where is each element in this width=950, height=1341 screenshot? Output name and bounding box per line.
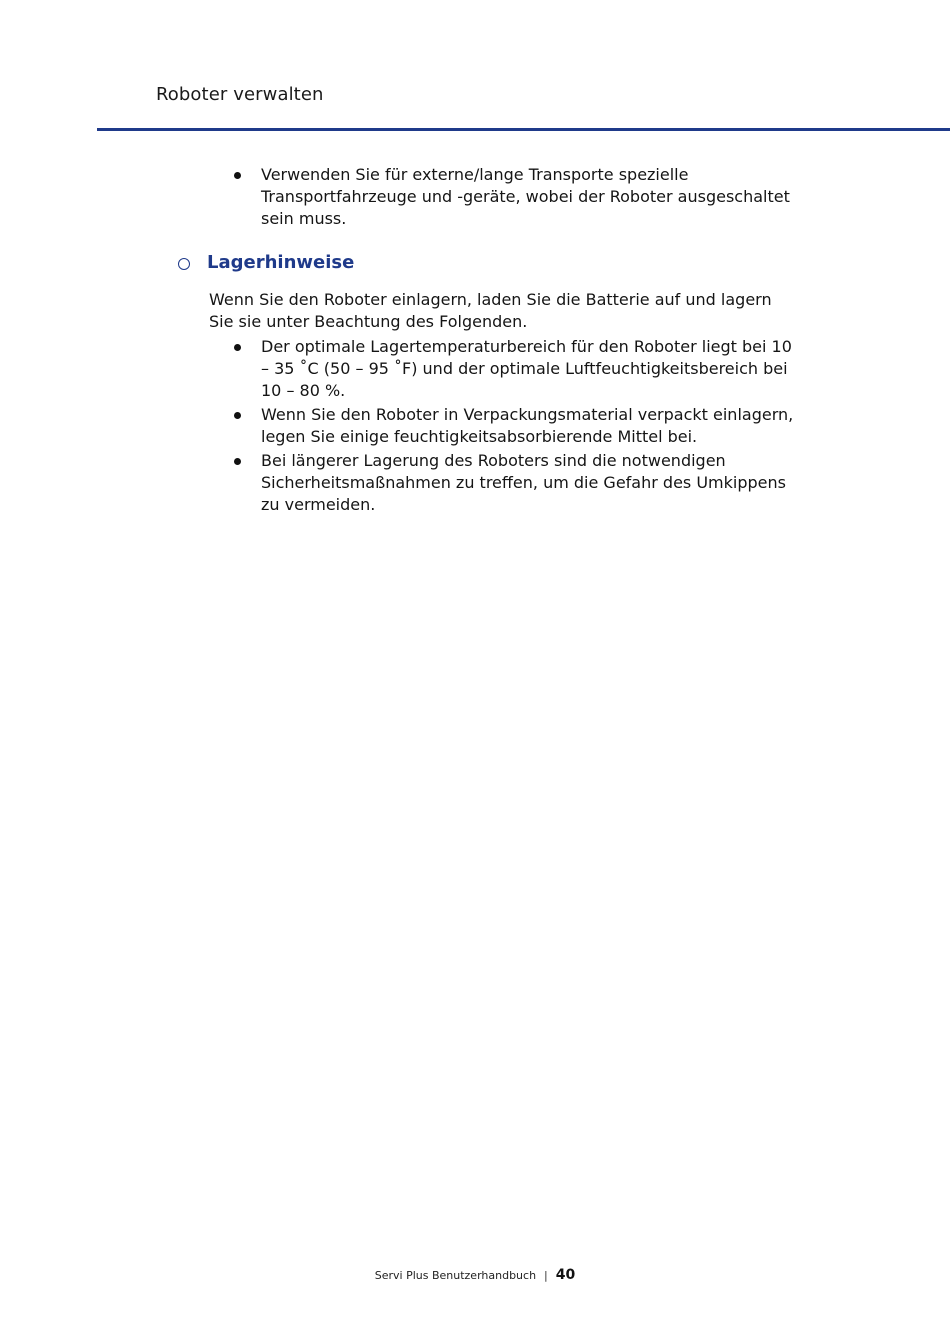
list-item [231,404,801,448]
storage-bullet-list [231,336,801,518]
transport-bullet-list [231,164,801,230]
bullet-icon [234,412,241,419]
footer-separator: | [544,1269,548,1282]
list-item-text: Der optimale Lagertemperaturbereich für den Roboter liegt bei 10 – 35 ˚C (50 – 95 ˚F) und der optimale Luftfeuchtigkeitsbereich bei 10 – 80 %. [261,337,792,400]
footer-document-name: Servi Plus Benutzerhandbuch [374,1269,537,1282]
page-header-title: Roboter verwalten [156,84,324,105]
storage-intro-paragraph: Wenn Sie den Roboter einlagern, laden Sie die Batterie auf und lagern Sie sie unter Beachtung des Folgenden. [209,290,772,331]
list-item-text: Bei längerer Lagerung des Roboters sind die notwendigen Sicherheitsmaßnahmen zu treffen, um die Gefahr des Umkippens zu vermeiden. [261,451,786,514]
circle-bullet-icon [178,258,190,270]
list-item [231,336,801,402]
list-item [231,450,801,516]
bullet-icon [234,172,241,179]
section-title: Lagerhinweise [207,252,355,273]
section-heading-storage [178,251,354,275]
list-item-text: Verwenden Sie für externe/lange Transporte spezielle Transportfahrzeuge und -geräte, wobei der Roboter ausgeschaltet sein muss. [261,165,790,228]
bullet-icon [234,344,241,351]
header-divider [97,128,950,131]
list-item [231,164,801,230]
page-footer [0,1266,950,1285]
list-item-text: Wenn Sie den Roboter in Verpackungsmaterial verpackt einlagern, legen Sie einige feuchtigkeitsabsorbierende Mittel bei. [261,405,794,446]
page-number: 40 [555,1267,576,1283]
bullet-icon [234,458,241,465]
